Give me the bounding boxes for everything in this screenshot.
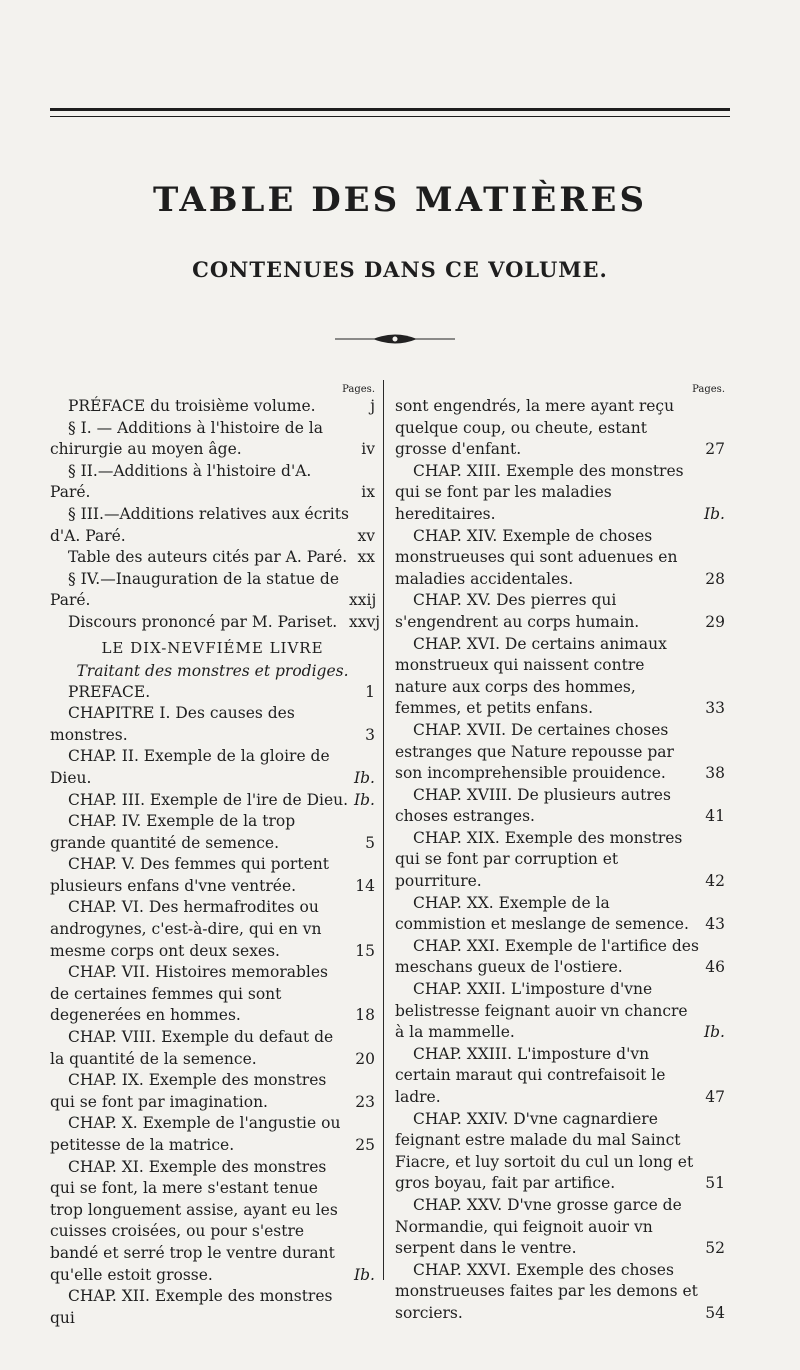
toc-entry-text: CHAP. XXII. L'imposture d'vne belistresse feignant auoir vn chancre à la mammelle. xyxy=(395,980,688,1042)
toc-entry-text: CHAP. X. Exemple de l'angustie ou petitesse de la matrice. xyxy=(50,1114,341,1154)
toc-entry xyxy=(395,936,725,979)
toc-entry xyxy=(395,893,725,936)
toc-entry-page: 28 xyxy=(705,569,725,588)
toc-entry-page: 15 xyxy=(355,941,375,960)
toc-entry-text: CHAP. IX. Exemple des monstres qui se font par imagination. xyxy=(50,1071,327,1111)
toc-entry xyxy=(395,785,725,828)
toc-entry-page: xxij xyxy=(349,591,377,610)
toc-entry-text: Discours prononcé par M. Pariset. xyxy=(68,612,338,631)
toc-entry-page: 52 xyxy=(705,1239,725,1258)
toc-entry-page: Ib. xyxy=(354,1265,375,1284)
toc-entry xyxy=(50,962,375,1027)
toc-entry xyxy=(50,461,375,504)
toc-entry xyxy=(50,854,375,897)
toc-entry xyxy=(395,1195,725,1260)
ornament-divider xyxy=(335,332,455,346)
page-subtitle: CONTENUES DANS CE VOLUME. xyxy=(192,257,608,282)
toc-entry-text: CHAP. XVII. De certaines choses estranges que Nature repousse par son incomprehensible prouidence. xyxy=(395,720,674,783)
chapter-list xyxy=(50,682,375,1330)
toc-entry xyxy=(50,569,375,612)
toc-entry-text: CHAP. XI. Exemple des monstres qui se font, la mere s'estant tenue trop longuement assise, ayant eu les cuisses croisées, ou pour s'estre bandé et serré trop le ventre durant qu'elle estoit grosse. xyxy=(50,1157,338,1284)
toc-entry xyxy=(50,1157,375,1287)
toc-entry-text: CHAP. V. Des femmes qui portent plusieurs enfans d'vne ventrée. xyxy=(50,855,329,895)
toc-entry xyxy=(50,396,375,418)
toc-entry-page: 23 xyxy=(355,1092,375,1111)
toc-entry-page: Ib. xyxy=(704,504,725,523)
toc-entry-text: Table des auteurs cités par A. Paré. xyxy=(68,548,348,567)
toc-entry-page: 14 xyxy=(355,876,375,895)
toc-entry-page: 27 xyxy=(705,440,725,459)
toc-entry-text: CHAPITRE I. Des causes des monstres. xyxy=(50,704,295,744)
column-divider xyxy=(383,380,384,1280)
pages-label: Pages. xyxy=(342,384,375,395)
top-rule-thick xyxy=(50,108,730,111)
toc-entry-text: CHAP. XVI. De certains animaux monstrueux qui naissent contre nature aux corps des hommes, femmes, et petits enfans. xyxy=(395,634,667,718)
toc-entry-page: Ib. xyxy=(354,768,375,787)
toc-entry-page: ix xyxy=(361,483,375,502)
toc-entry-page: 33 xyxy=(705,699,725,718)
toc-entry xyxy=(395,1260,725,1325)
toc-entry xyxy=(50,897,375,962)
toc-entry xyxy=(395,590,725,633)
toc-entry xyxy=(395,461,725,526)
toc-entry xyxy=(50,504,375,547)
toc-entry-page: j xyxy=(370,397,375,415)
toc-entry-page: iv xyxy=(361,440,375,459)
toc-entry xyxy=(395,396,725,461)
toc-entry xyxy=(50,811,375,854)
toc-entry xyxy=(50,1027,375,1070)
toc-entry xyxy=(50,746,375,789)
toc-entry xyxy=(395,1044,725,1109)
toc-entry-text: § IV.—Inauguration de la statue de Paré. xyxy=(50,569,340,610)
toc-entry xyxy=(50,703,375,746)
toc-entry xyxy=(50,790,375,812)
page-title: TABLE DES MATIÈRES xyxy=(152,180,647,220)
toc-entry-text: § I. — Additions à l'histoire de la chirurgie au moyen âge. xyxy=(50,418,323,459)
pages-label: Pages. xyxy=(692,384,725,395)
toc-entry-text: CHAP. XII. Exemple des monstres qui xyxy=(50,1287,333,1327)
toc-entry-page: 38 xyxy=(705,764,725,783)
toc-entry-text: PREFACE. xyxy=(68,682,151,701)
toc-entry-page: 51 xyxy=(705,1174,725,1193)
toc-entry-page: 3 xyxy=(365,725,375,744)
toc-entry-text: CHAP. VI. Des hermafrodites ou androgynes, c'est-à-dire, qui en vn mesme corps ont deux sexes. xyxy=(50,898,322,960)
toc-entry-page: Ib. xyxy=(704,1023,725,1042)
toc-entry-text: CHAP. VIII. Exemple du defaut de la quantité de la semence. xyxy=(50,1028,334,1068)
toc-entry-text: CHAP. XXV. D'vne grosse garce de Normandie, qui feignoit auoir vn serpent dans le ventre. xyxy=(395,1195,682,1258)
toc-entry-page: 5 xyxy=(365,833,375,852)
toc-entry-text: CHAP. XVIII. De plusieurs autres choses estranges. xyxy=(395,785,671,826)
left-column xyxy=(50,384,381,1329)
chapter-list xyxy=(395,396,725,1325)
toc-entry-text: CHAP. XV. Des pierres qui s'engendrent au corps humain. xyxy=(395,591,640,631)
right-column xyxy=(395,384,725,1325)
toc-entry-page: 18 xyxy=(355,1006,375,1025)
toc-entry xyxy=(50,682,375,704)
toc-entry-text: CHAP. XIX. Exemple des monstres qui se font par corruption et pourriture. xyxy=(395,828,683,891)
toc-entry-text: CHAP. II. Exemple de la gloire de Dieu. xyxy=(50,747,330,787)
toc-entry-text: CHAP. XX. Exemple de la commistion et meslange de semence. xyxy=(395,893,689,934)
toc-entry-page: 43 xyxy=(705,915,725,934)
toc-entry xyxy=(50,612,381,634)
toc-entry-page: 1 xyxy=(365,682,375,701)
front-matter-list xyxy=(50,396,381,634)
toc-entry-text: CHAP. XXI. Exemple de l'artifice des meschans gueux de l'ostiere. xyxy=(395,936,699,977)
toc-entry xyxy=(50,418,375,461)
toc-entry xyxy=(50,1113,375,1156)
toc-entry-page: 20 xyxy=(355,1049,375,1068)
toc-entry-text: CHAP. VII. Histoires memorables de certaines femmes qui sont degenerées en hommes. xyxy=(50,963,328,1025)
toc-entry-text: CHAP. III. Exemple de l'ire de Dieu. xyxy=(68,790,349,809)
toc-entry-text: PRÉFACE du troisième volume. xyxy=(68,397,316,415)
toc-entry-page: 29 xyxy=(705,612,725,631)
toc-entry xyxy=(395,634,725,720)
toc-entry-page: 41 xyxy=(705,807,725,826)
toc-entry-text: CHAP. XXIII. L'imposture d'vn certain maraut qui contrefaisoit le ladre. xyxy=(395,1044,666,1106)
section-heading: LE DIX-NEVFIÉME LIVRE xyxy=(101,638,324,657)
toc-entry-text: CHAP. XXIV. D'vne cagnardiere feignant estre malade du mal Sainct Fiacre, et luy sortoit du cul un long et gros boyau, fait par artifice. xyxy=(395,1109,694,1193)
top-rule-thin xyxy=(50,116,730,117)
toc-entry xyxy=(50,1070,375,1113)
toc-entry-text: CHAP. XXVI. Exemple des choses monstrueuses faites par les demons et sorciers. xyxy=(395,1260,698,1322)
toc-entry xyxy=(50,547,375,569)
toc-entry-page: 42 xyxy=(705,872,725,891)
toc-entry xyxy=(395,979,725,1044)
toc-entry-page: xv xyxy=(357,526,375,545)
toc-entry xyxy=(395,720,725,785)
toc-entry-text: § III.—Additions relatives aux écrits d'A. Paré. xyxy=(50,504,349,545)
toc-entry xyxy=(395,828,725,893)
toc-entry-page: xx xyxy=(357,548,375,567)
toc-entry-page: 47 xyxy=(705,1088,725,1106)
section-subheading: Traitant des monstres et prodiges. xyxy=(76,661,349,680)
toc-entry-page: 25 xyxy=(355,1136,375,1154)
toc-entry-text: CHAP. XIV. Exemple de choses monstrueuses qui sont aduenues en maladies accidentales. xyxy=(395,526,678,588)
toc-entry-text: CHAP. IV. Exemple de la trop grande quantité de semence. xyxy=(50,812,296,852)
toc-entry-text: CHAP. XIII. Exemple des monstres qui se font par les maladies hereditaires. xyxy=(395,461,684,523)
toc-entry xyxy=(395,1109,725,1195)
toc-entry xyxy=(50,1286,375,1329)
toc-entry xyxy=(395,526,725,591)
toc-entry-page: Ib. xyxy=(354,790,375,809)
toc-entry-text: § II.—Additions à l'histoire d'A. Paré. xyxy=(50,461,312,502)
toc-entry-text: sont engendrés, la mere ayant reçu quelque coup, ou cheute, estant grosse d'enfant. xyxy=(395,397,675,459)
toc-entry-page: 46 xyxy=(705,958,725,977)
toc-entry-page: 54 xyxy=(705,1303,725,1322)
toc-entry-page: xxvj xyxy=(349,612,381,631)
